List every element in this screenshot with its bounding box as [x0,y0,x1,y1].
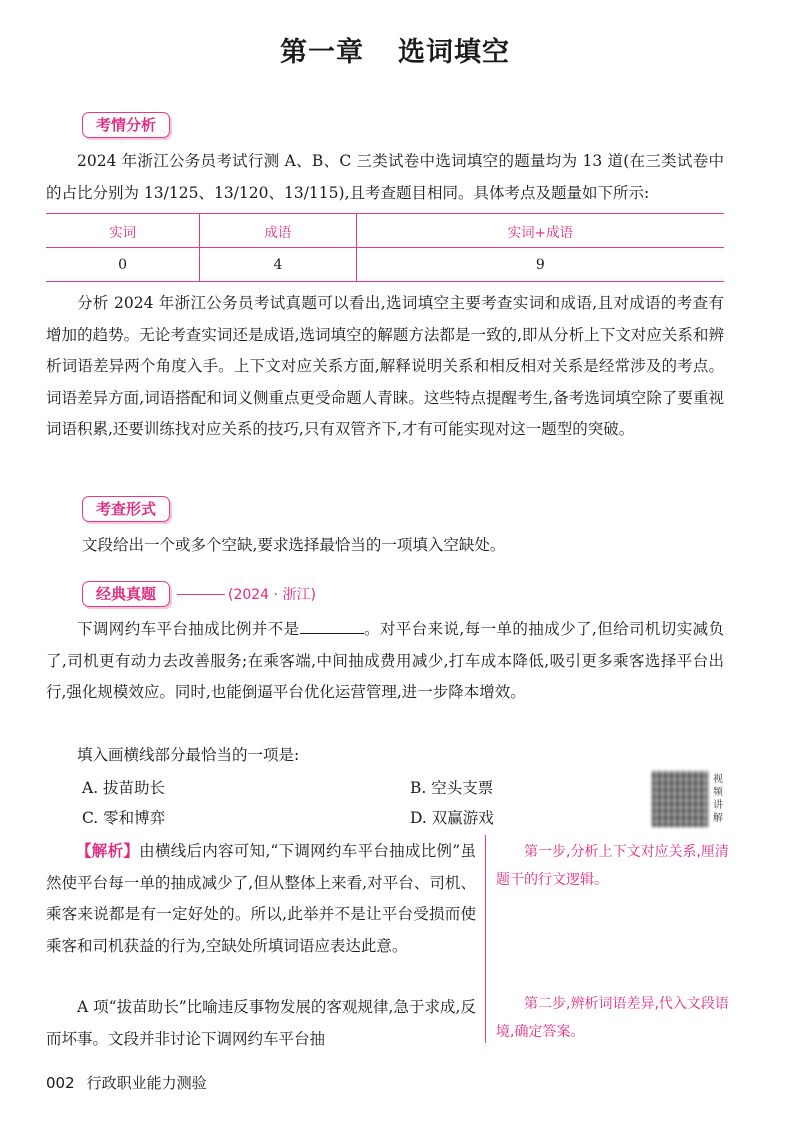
stats-table [46,213,724,282]
tag-divider-line [177,594,225,595]
table-header-row [46,214,724,248]
question-text-before: 下调网约车平台抽成比例并不是 [77,620,300,638]
section-tag-form: 考查形式 [82,496,170,522]
table-header-cell: 实词 [46,214,200,248]
side-note-step1: 第一步,分析上下文对应关系,厘清题干的行文逻辑。 [496,844,729,888]
question-prompt: 填入画横线部分最恰当的一项是: [77,746,300,764]
chapter-number: 第一章 [280,37,364,68]
analysis-step1-text [46,836,476,962]
chapter-title [0,30,790,69]
chapter-name: 选词填空 [398,37,510,68]
option-c: C. 零和博弈 [82,809,166,827]
qr-video-label: 视频讲解 [713,774,723,824]
analysis-p1: 由横线后内容可知,“下调网约车平台抽成比例”虽然使平台每一单的抽成减少了,但从整体上来看,对平台、司机、乘客来说都是有一定好处的。所以,此举并不是让平台受损而使乘客和司机获益的行为,空缺处所填词语应表达此意。 [46,842,476,955]
question-text-after: 。对平台来说,每一单的抽成少了,但给司机切实减负了,司机更有动力去改善服务;在乘客端,中间抽成费用减少,打车成本降低,吸引更多乘客选择平台出行,强化规模效应。同时,也能倒逼平台优化运营管理,进一步降本增效。 [46,620,724,702]
option-b: B. 空头支票 [410,779,494,797]
table-header-cell: 实词+成语 [356,214,724,248]
qr-code-icon[interactable] [652,771,708,827]
analysis-label: 【解析】 [76,842,140,860]
side-note-step2: 第二步,辨析词语差异,代入文段语境,确定答案。 [496,996,729,1040]
table-cell: 4 [200,248,356,282]
book-title: 行政职业能力测验 [86,1074,207,1092]
option-d: D. 双赢游戏 [410,809,494,827]
answer-blank [300,618,364,635]
form-text: 文段给出一个或多个空缺,要求选择最恰当的一项填入空缺处。 [82,536,506,554]
question-text [46,614,724,709]
analysis-p2: A 项“拔苗助长”比喻违反事物发展的客观规律,急于求成,反而坏事。文段并非讨论下调网约车平台抽 [46,998,476,1048]
margin-divider [485,835,486,1043]
page-footer [46,1072,207,1093]
analysis-intro: 2024 年浙江公务员考试行测 A、B、C 三类试卷中选词填空的题量均为 13 道(在三类试卷中的占比分别为 13/125、13/120、13/115),且考查题目相同。具体考点及题量如下所示: [46,152,724,202]
table-row [46,248,724,282]
table-cell: 9 [535,256,545,273]
option-a: A. 拔苗助长 [82,779,166,797]
table-cell: 0 [46,248,200,282]
page-number: 002 [46,1074,75,1092]
question-source: (2024 · 浙江) [228,587,316,603]
analysis-paragraph: 分析 2024 年浙江公务员考试真题可以看出,选词填空主要考查实词和成语,且对成语的考查有增加的趋势。无论考查实词还是成语,选词填空的解题方法都是一致的,即从分析上下文对应关系和辨析词语差异两个角度入手。上下文对应关系方面,解释说明关系和相反相对关系是经常涉及的考点。词语差异方面,词语搭配和词义侧重点更受命题人青睐。这些特点提醒考生,备考选词填空除了要重视词语积累,还要训练找对应关系的技巧,只有双管齐下,才有可能实现对这一题型的突破。 [46,294,724,439]
section-tag-classic: 经典真题 [82,581,170,607]
table-header-cell: 成语 [200,214,356,248]
section-tag-analysis: 考情分析 [82,112,170,138]
